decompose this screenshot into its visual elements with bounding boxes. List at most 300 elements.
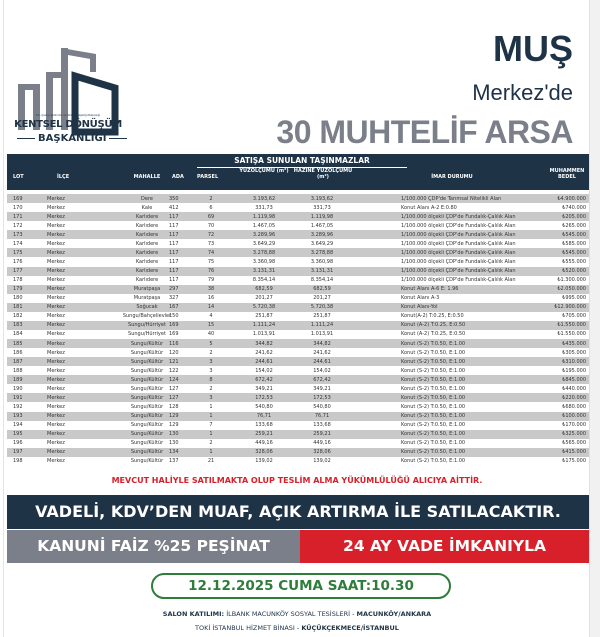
cell-yuzolcumu: 172,53 bbox=[255, 394, 273, 401]
cell-parsel: 15 bbox=[207, 322, 215, 329]
cell-ada: 117 bbox=[169, 277, 179, 284]
cell-parsel: 21 bbox=[207, 458, 215, 465]
main-title: 30 MUHTELİF ARSA bbox=[276, 114, 573, 150]
table-row bbox=[7, 230, 589, 239]
cell-hazine-yuzolcumu: 449,16 bbox=[313, 440, 331, 447]
cell-parsel: 40 bbox=[207, 331, 215, 338]
cell-lot: 179 bbox=[13, 286, 23, 293]
location-label: SALON KATILIMI: bbox=[162, 610, 225, 618]
cell-parsel: 74 bbox=[207, 249, 215, 256]
cell-imar-durumu: 1/100.000 ölçekli ÇDP'de Fundalık-Çalılık Alan bbox=[401, 277, 516, 284]
cell-parsel: 1 bbox=[209, 403, 213, 410]
table-row bbox=[7, 402, 589, 411]
cell-ada: 134 bbox=[169, 449, 179, 456]
table-row bbox=[7, 393, 589, 402]
cell-mahalle: Sungu/Hürriyet bbox=[128, 331, 166, 338]
cell-hazine-yuzolcumu: 8.354,14 bbox=[310, 277, 334, 284]
cell-ilce: Merkez bbox=[47, 295, 65, 302]
venue-2: TOKİ İSTANBUL HİZMET BİNASI bbox=[195, 624, 295, 632]
cell-yuzolcumu: 540,80 bbox=[255, 403, 273, 410]
logo-title-line1: KENTSEL DÖNÜŞÜM bbox=[14, 119, 122, 130]
scrollbar[interactable] bbox=[589, 0, 600, 637]
cell-ada: 127 bbox=[169, 394, 179, 401]
cell-lot: 186 bbox=[13, 349, 23, 356]
cell-mahalle: Karlıdere bbox=[135, 231, 159, 238]
cell-hazine-yuzolcumu: 201,27 bbox=[313, 295, 331, 302]
cell-ilce: Merkez bbox=[47, 331, 65, 338]
cell-ada: 130 bbox=[169, 431, 179, 438]
cell-ada: 169 bbox=[169, 331, 179, 338]
cell-imar-durumu: Konut (S-2) T:0.50, E:1.00 bbox=[401, 340, 466, 347]
installment-banner: 24 AY VADE İMKANIYLA bbox=[300, 530, 589, 563]
cell-yuzolcumu: 3.289,96 bbox=[252, 231, 276, 238]
cell-lot: 174 bbox=[13, 240, 23, 247]
sale-terms-banner: VADELİ, KDV’DEN MUAF, AÇIK ARTIRMA İLE SATILACAKTIR. bbox=[7, 495, 589, 529]
cell-imar-durumu: Konut (S-2) T:0.50, E:1.00 bbox=[401, 376, 466, 383]
cell-hazine-yuzolcumu: 3.193,62 bbox=[310, 195, 334, 202]
cell-muhammen-bedel: ₺1.550.000 bbox=[557, 322, 586, 329]
cell-ada: 327 bbox=[169, 295, 179, 302]
header-mahalle: MAHALLE bbox=[133, 174, 161, 180]
cell-parsel: 5 bbox=[209, 340, 213, 347]
table-row bbox=[7, 248, 589, 257]
cell-imar-durumu: Konut Alanı A-2 E:0.80 bbox=[401, 204, 457, 211]
cell-lot: 188 bbox=[13, 367, 23, 374]
cell-imar-durumu: Konut(A-2) T:0.25, E:0.50 bbox=[401, 313, 464, 320]
cell-lot: 183 bbox=[13, 322, 23, 329]
cell-mahalle: Sungu/Kültür bbox=[130, 358, 164, 365]
cell-mahalle: Sungu/Kültür bbox=[130, 376, 164, 383]
table-row bbox=[7, 203, 589, 212]
cell-lot: 193 bbox=[13, 413, 23, 419]
separator: - bbox=[350, 610, 357, 618]
cell-ilce: Merkez bbox=[47, 385, 65, 392]
cell-lot: 180 bbox=[13, 295, 23, 302]
cell-lot: 189 bbox=[13, 376, 23, 383]
cell-ilce: Merkez bbox=[47, 277, 65, 284]
cell-imar-durumu: 1/100.000 ölçekli ÇDP'de Fundalık-Çalılık Alan bbox=[401, 268, 516, 274]
cell-yuzolcumu: 682,59 bbox=[255, 286, 273, 293]
cell-yuzolcumu: 328,06 bbox=[255, 449, 273, 456]
poster bbox=[3, 0, 589, 637]
cell-muhammen-bedel: ₺205.000 bbox=[562, 213, 586, 220]
cell-hazine-yuzolcumu: 133,68 bbox=[313, 422, 331, 429]
cell-lot: 194 bbox=[13, 422, 23, 429]
cell-yuzolcumu: 3.649,29 bbox=[252, 240, 276, 247]
cell-ada: 130 bbox=[169, 440, 179, 447]
cell-ilce: Merkez bbox=[47, 258, 65, 265]
cell-muhammen-bedel: ₺325.000 bbox=[562, 431, 586, 438]
cell-ilce: Merkez bbox=[47, 376, 65, 383]
cell-parsel: 79 bbox=[207, 277, 215, 284]
cell-hazine-yuzolcumu: 5.720,38 bbox=[310, 304, 334, 311]
cell-hazine-yuzolcumu: 241,62 bbox=[313, 349, 331, 356]
cell-mahalle: Kale bbox=[141, 204, 153, 211]
cell-mahalle: Sungu/Hürriyet bbox=[128, 322, 166, 329]
cell-imar-durumu: 1/100.000 ölçekli ÇDP'de Fundalık-Çalılık Alan bbox=[401, 213, 516, 220]
cell-ilce: Merkez bbox=[47, 204, 65, 211]
cell-lot: 169 bbox=[13, 195, 23, 202]
cell-muhammen-bedel: ₺4.900.000 bbox=[557, 195, 586, 202]
cell-ada: 137 bbox=[169, 458, 179, 465]
table-row bbox=[7, 412, 589, 421]
cell-muhammen-bedel: ₺585.000 bbox=[562, 240, 586, 247]
separator: - bbox=[294, 624, 302, 632]
cell-ada: 121 bbox=[169, 358, 179, 365]
header-lot: LOT bbox=[13, 174, 24, 180]
cell-ilce: Merkez bbox=[47, 394, 65, 401]
cell-mahalle: Karlıdere bbox=[135, 258, 159, 265]
table-caption: SATIŞA SUNULAN TAŞINMAZLAR bbox=[197, 156, 407, 168]
cell-muhammen-bedel: ₺555.000 bbox=[562, 258, 586, 265]
cell-mahalle: Muratpaşa bbox=[133, 286, 161, 293]
logo-title-line2 bbox=[14, 133, 122, 144]
cell-imar-durumu: Konut Alanı A-3 bbox=[401, 295, 440, 302]
cell-hazine-yuzolcumu: 331,73 bbox=[313, 204, 331, 211]
cell-parsel: 2 bbox=[209, 349, 213, 356]
cell-ada: 128 bbox=[169, 403, 179, 410]
table-row bbox=[7, 312, 589, 321]
cell-mahalle: Sungu/Kültür bbox=[130, 403, 164, 410]
cell-hazine-yuzolcumu: 251,87 bbox=[313, 313, 331, 320]
cell-ada: 116 bbox=[169, 340, 179, 347]
cell-mahalle: Sungu/Kültür bbox=[130, 394, 164, 401]
city-1: MACUNKÖY/ANKARA bbox=[356, 610, 432, 618]
cell-imar-durumu: 1/100.000 ÇDP'de Tarımsal Nitelikli Alan bbox=[401, 195, 502, 202]
cell-ilce: Merkez bbox=[47, 322, 65, 329]
header-parsel: PARSEL bbox=[197, 174, 219, 180]
cell-yuzolcumu: 331,73 bbox=[255, 204, 273, 211]
cell-mahalle: Karlıdere bbox=[135, 268, 159, 274]
table-row bbox=[7, 212, 589, 221]
cell-yuzolcumu: 244,61 bbox=[255, 358, 273, 365]
cell-ilce: Merkez bbox=[47, 249, 65, 256]
location-line-2 bbox=[4, 624, 590, 632]
cell-muhammen-bedel: ₺545.000 bbox=[562, 231, 586, 238]
cell-yuzolcumu: 139,02 bbox=[255, 458, 273, 465]
cell-yuzolcumu: 1.111,24 bbox=[252, 322, 276, 329]
cell-ada: 117 bbox=[169, 231, 179, 238]
cell-hazine-yuzolcumu: 540,80 bbox=[313, 403, 331, 410]
cell-parsel: 1 bbox=[209, 449, 213, 456]
cell-mahalle: Sungu/Kültür bbox=[130, 440, 164, 447]
header-ada: ADA bbox=[172, 174, 184, 180]
cell-ilce: Merkez bbox=[47, 422, 65, 429]
cell-mahalle: Karlıdere bbox=[135, 249, 159, 256]
cell-ilce: Merkez bbox=[47, 240, 65, 247]
cell-lot: 184 bbox=[13, 331, 23, 338]
cell-lot: 182 bbox=[13, 313, 23, 320]
cell-muhammen-bedel: ₺265.000 bbox=[562, 222, 586, 229]
cell-ada: 117 bbox=[169, 213, 179, 220]
cell-ada: 297 bbox=[169, 286, 179, 293]
cell-hazine-yuzolcumu: 1.119,98 bbox=[310, 213, 334, 220]
header-bedel: MUHAMMEN BEDEL bbox=[549, 168, 585, 180]
cell-imar-durumu: Konut (S-2) T:0.50, E:1.00 bbox=[401, 367, 466, 374]
cell-imar-durumu: Konut (S-2) T:0.50, E:1.00 bbox=[401, 431, 466, 438]
cell-parsel: 2 bbox=[209, 385, 213, 392]
cell-parsel: 69 bbox=[207, 213, 215, 220]
logo-title-line2-text: BAŞKANLIĞI bbox=[38, 133, 107, 144]
cell-hazine-yuzolcumu: 139,02 bbox=[313, 458, 331, 465]
cell-hazine-yuzolcumu: 154,02 bbox=[313, 367, 331, 374]
cell-hazine-yuzolcumu: 1.111,24 bbox=[310, 322, 334, 329]
cell-yuzolcumu: 251,87 bbox=[255, 313, 273, 320]
table-row bbox=[7, 276, 589, 285]
cell-muhammen-bedel: ₺1.550.000 bbox=[557, 331, 586, 338]
cell-ada: 167 bbox=[169, 304, 179, 311]
cell-parsel: 1 bbox=[209, 413, 213, 419]
cell-ada: 117 bbox=[169, 222, 179, 229]
cell-imar-durumu: Konut (S-2) T:0.50, E:1.00 bbox=[401, 449, 466, 456]
cell-muhammen-bedel: ₺12.900.000 bbox=[554, 304, 586, 311]
table-row bbox=[7, 457, 589, 466]
table-row bbox=[7, 267, 589, 276]
cell-lot: 178 bbox=[13, 277, 23, 284]
cell-mahalle: Sungu/Kültür bbox=[130, 449, 164, 456]
cell-parsel: 7 bbox=[209, 422, 213, 429]
cell-imar-durumu: 1/100.000 ölçekli ÇDP'de Fundalık-Çalılık Alan bbox=[401, 249, 516, 256]
table-row bbox=[7, 294, 589, 303]
cell-ada: 124 bbox=[169, 376, 179, 383]
cell-imar-durumu: Konut (S-2) T:0.50, E:1.00 bbox=[401, 403, 466, 410]
cell-ilce: Merkez bbox=[47, 440, 65, 447]
cell-yuzolcumu: 1.013,91 bbox=[252, 331, 276, 338]
auction-date: 12.12.2025 CUMA SAAT:10.30 bbox=[151, 573, 451, 599]
cell-ada: 412 bbox=[169, 204, 179, 211]
cell-ada: 127 bbox=[169, 385, 179, 392]
logo-ministry-text: T.C. Çevre, Şehircilik ve İklim Değişikliği Bakanlığı bbox=[35, 114, 101, 117]
cell-hazine-yuzolcumu: 349,21 bbox=[313, 385, 331, 392]
cell-parsel: 3 bbox=[209, 394, 213, 401]
cell-ilce: Merkez bbox=[47, 213, 65, 220]
cell-imar-durumu: Konut (S-2) T:0.50, E:1.00 bbox=[401, 413, 466, 419]
cell-ilce: Merkez bbox=[47, 458, 65, 465]
cell-hazine-yuzolcumu: 3.278,88 bbox=[310, 249, 334, 256]
cell-muhammen-bedel: ₺175.000 bbox=[562, 458, 586, 465]
cell-hazine-yuzolcumu: 259,21 bbox=[313, 431, 331, 438]
table-row bbox=[7, 357, 589, 366]
cell-lot: 195 bbox=[13, 431, 23, 438]
cell-yuzolcumu: 201,27 bbox=[255, 295, 273, 302]
cell-parsel: 76 bbox=[207, 268, 215, 274]
cell-ilce: Merkez bbox=[47, 231, 65, 238]
cell-hazine-yuzolcumu: 3.289,96 bbox=[310, 231, 334, 238]
cell-parsel: 4 bbox=[209, 313, 213, 320]
location-line-1 bbox=[4, 610, 590, 618]
cell-lot: 172 bbox=[13, 222, 23, 229]
cell-hazine-yuzolcumu: 3.131,31 bbox=[310, 268, 334, 274]
cell-ilce: Merkez bbox=[47, 340, 65, 347]
cell-ada: 117 bbox=[169, 240, 179, 247]
cell-yuzolcumu: 241,62 bbox=[255, 349, 273, 356]
cell-ada: 117 bbox=[169, 258, 179, 265]
cell-hazine-yuzolcumu: 1.013,91 bbox=[310, 331, 334, 338]
cell-hazine-yuzolcumu: 1.467,05 bbox=[310, 222, 334, 229]
cell-imar-durumu: 1/100.000 ölçekli ÇDP'de Fundalık-Çalılık Alan bbox=[401, 222, 516, 229]
cell-mahalle: Soğucak bbox=[136, 304, 158, 311]
cell-hazine-yuzolcumu: 328,06 bbox=[313, 449, 331, 456]
cell-ilce: Merkez bbox=[47, 304, 65, 311]
cell-lot: 191 bbox=[13, 394, 23, 401]
cell-yuzolcumu: 672,42 bbox=[255, 376, 273, 383]
district-subtitle: Merkez'de bbox=[472, 80, 573, 105]
cell-hazine-yuzolcumu: 76,71 bbox=[314, 413, 330, 419]
cell-yuzolcumu: 8.354,14 bbox=[252, 277, 276, 284]
cell-imar-durumu: Konut (A-2) T:0.25, E:0.50 bbox=[401, 331, 466, 338]
table-row bbox=[7, 384, 589, 393]
cell-imar-durumu: Konut (S-2) T:0.50, E:1.00 bbox=[401, 422, 466, 429]
cell-yuzolcumu: 133,68 bbox=[255, 422, 273, 429]
cell-yuzolcumu: 449,16 bbox=[255, 440, 273, 447]
cell-muhammen-bedel: ₺415.000 bbox=[562, 449, 586, 456]
table-row bbox=[7, 330, 589, 339]
cell-muhammen-bedel: ₺565.000 bbox=[562, 440, 586, 447]
cell-ilce: Merkez bbox=[47, 349, 65, 356]
cell-ilce: Merkez bbox=[47, 286, 65, 293]
cell-lot: 170 bbox=[13, 204, 23, 211]
cell-mahalle: Sungu/Kültür bbox=[130, 340, 164, 347]
cell-imar-durumu: Konut Alanı A-6 E: 1.96 bbox=[401, 286, 459, 293]
cell-mahalle: Karlıdere bbox=[135, 213, 159, 220]
cell-mahalle: Sungu/Kültür bbox=[130, 367, 164, 374]
cell-ada: 169 bbox=[169, 322, 179, 329]
cell-muhammen-bedel: ₺170.000 bbox=[562, 422, 586, 429]
cell-mahalle: Sungu/Kültür bbox=[130, 413, 164, 419]
cell-muhammen-bedel: ₺440.000 bbox=[562, 385, 586, 392]
cell-parsel: 75 bbox=[207, 258, 215, 265]
cell-lot: 175 bbox=[13, 249, 23, 256]
cell-hazine-yuzolcumu: 682,59 bbox=[313, 286, 331, 293]
cell-lot: 173 bbox=[13, 231, 23, 238]
cell-yuzolcumu: 1.119,98 bbox=[252, 213, 276, 220]
cell-ilce: Merkez bbox=[47, 268, 65, 274]
cell-lot: 185 bbox=[13, 340, 23, 347]
cell-imar-durumu: 1/100.000 ölçekli ÇDP'de Fundalık-Çalılık Alan bbox=[401, 258, 516, 265]
cell-yuzolcumu: 349,21 bbox=[255, 385, 273, 392]
table-row bbox=[7, 339, 589, 348]
cell-imar-durumu: Konut (S-2) T:0.50, E:1.00 bbox=[401, 349, 466, 356]
cell-hazine-yuzolcumu: 672,42 bbox=[313, 376, 331, 383]
city-2: KÜÇÜKÇEKMECE/İSTANBUL bbox=[301, 624, 399, 632]
cell-hazine-yuzolcumu: 3.649,29 bbox=[310, 240, 334, 247]
cell-lot: 187 bbox=[13, 358, 23, 365]
cell-ilce: Merkez bbox=[47, 195, 65, 202]
cell-muhammen-bedel: ₺220.000 bbox=[562, 394, 586, 401]
cell-mahalle: Karlıdere bbox=[135, 222, 159, 229]
cell-lot: 197 bbox=[13, 449, 23, 456]
table-header bbox=[7, 154, 589, 190]
cell-muhammen-bedel: ₺435.000 bbox=[562, 340, 586, 347]
down-payment-banner: KANUNİ FAİZ %25 PEŞİNAT bbox=[7, 530, 300, 563]
cell-parsel: 70 bbox=[207, 222, 215, 229]
table-row bbox=[7, 439, 589, 448]
cell-parsel: 6 bbox=[209, 204, 213, 211]
cell-parsel: 72 bbox=[207, 231, 215, 238]
cell-parsel: 2 bbox=[209, 195, 213, 202]
cell-muhammen-bedel: ₺310.000 bbox=[562, 358, 586, 365]
cell-muhammen-bedel: ₺195.000 bbox=[562, 367, 586, 374]
cell-yuzolcumu: 3.360,98 bbox=[252, 258, 276, 265]
venue-1: İLBANK MACUNKÖY SOSYAL TESİSLERİ bbox=[226, 610, 351, 618]
cell-imar-durumu: Konut Alanı-Yol bbox=[401, 304, 438, 311]
cell-ilce: Merkez bbox=[47, 403, 65, 410]
cell-imar-durumu: Konut (A-2) T:0.25, E:0.50 bbox=[401, 322, 466, 329]
cell-mahalle: Sungu/Kültür bbox=[130, 385, 164, 392]
cell-ada: 150 bbox=[169, 313, 179, 320]
city-title: MUŞ bbox=[493, 28, 573, 69]
cell-mahalle: Sungu/Bahçelievler bbox=[122, 313, 172, 320]
cell-ilce: Merkez bbox=[47, 413, 65, 419]
cell-mahalle: Sungu/Kültür bbox=[130, 422, 164, 429]
table-row bbox=[7, 239, 589, 248]
table-row bbox=[7, 303, 589, 312]
cell-imar-durumu: Konut (S-2) T:0.50, E:1.00 bbox=[401, 358, 466, 365]
cell-ilce: Merkez bbox=[47, 358, 65, 365]
cell-yuzolcumu: 3.193,62 bbox=[252, 195, 276, 202]
cell-yuzolcumu: 76,71 bbox=[256, 413, 272, 419]
cell-mahalle: Dere bbox=[141, 195, 153, 202]
cell-yuzolcumu: 344,82 bbox=[255, 340, 273, 347]
cell-ada: 350 bbox=[169, 195, 179, 202]
cell-mahalle: Karlıdere bbox=[135, 240, 159, 247]
table-row bbox=[7, 375, 589, 384]
cell-muhammen-bedel: ₺1.300.000 bbox=[557, 277, 586, 284]
cell-ilce: Merkez bbox=[47, 313, 65, 320]
cell-ada: 129 bbox=[169, 413, 179, 419]
cell-imar-durumu: 1/100.000 ölçekli ÇDP'de Fundalık-Çalılık Alan bbox=[401, 240, 516, 247]
cell-parsel: 38 bbox=[207, 286, 215, 293]
cell-ilce: Merkez bbox=[47, 367, 65, 374]
cell-yuzolcumu: 1.467,05 bbox=[252, 222, 276, 229]
cell-ada: 120 bbox=[169, 349, 179, 356]
cell-lot: 192 bbox=[13, 403, 23, 410]
cell-lot: 190 bbox=[13, 385, 23, 392]
table-body bbox=[7, 194, 589, 466]
cell-mahalle: Sungu/Kültür bbox=[130, 458, 164, 465]
cell-imar-durumu: Konut (S-2) T:0.50, E:1.00 bbox=[401, 458, 466, 465]
notice-text: MEVCUT HALİYLE SATILMAKTA OLUP TESLİM ALMA YÜKÜMLÜLÜĞÜ ALICIYA AİTTİR. bbox=[111, 476, 483, 485]
table-row bbox=[7, 221, 589, 230]
table-row bbox=[7, 448, 589, 457]
cell-mahalle: Muratpaşa bbox=[133, 295, 161, 302]
cell-yuzolcumu: 3.278,88 bbox=[252, 249, 276, 256]
cell-yuzolcumu: 5.720,38 bbox=[252, 304, 276, 311]
cell-lot: 181 bbox=[13, 304, 23, 311]
table-row bbox=[7, 366, 589, 375]
header-yuzolcumu: YÜZÖLÇÜMÜ (m²) bbox=[239, 168, 289, 174]
cell-muhammen-bedel: ₺680.000 bbox=[562, 403, 586, 410]
cell-mahalle: Sungu/Kültür bbox=[130, 431, 164, 438]
cell-hazine-yuzolcumu: 3.360,98 bbox=[310, 258, 334, 265]
cell-muhammen-bedel: ₺545.000 bbox=[562, 249, 586, 256]
cell-ilce: Merkez bbox=[47, 222, 65, 229]
cell-muhammen-bedel: ₺100.000 bbox=[562, 413, 586, 419]
header-hazine: HAZİNE YÜZÖLÇÜMÜ (m²) bbox=[293, 168, 353, 180]
cell-mahalle: Karlıdere bbox=[135, 277, 159, 284]
cell-parsel: 8 bbox=[209, 376, 213, 383]
cell-parsel: 1 bbox=[209, 431, 213, 438]
cell-ilce: Merkez bbox=[47, 449, 65, 456]
cell-mahalle: Sungu/Kültür bbox=[130, 349, 164, 356]
cell-ada: 129 bbox=[169, 422, 179, 429]
cell-parsel: 3 bbox=[209, 358, 213, 365]
cell-ada: 117 bbox=[169, 268, 179, 274]
cell-ada: 117 bbox=[169, 249, 179, 256]
table-row bbox=[7, 285, 589, 294]
cell-muhammen-bedel: ₺305.000 bbox=[562, 349, 586, 356]
cell-hazine-yuzolcumu: 244,61 bbox=[313, 358, 331, 365]
